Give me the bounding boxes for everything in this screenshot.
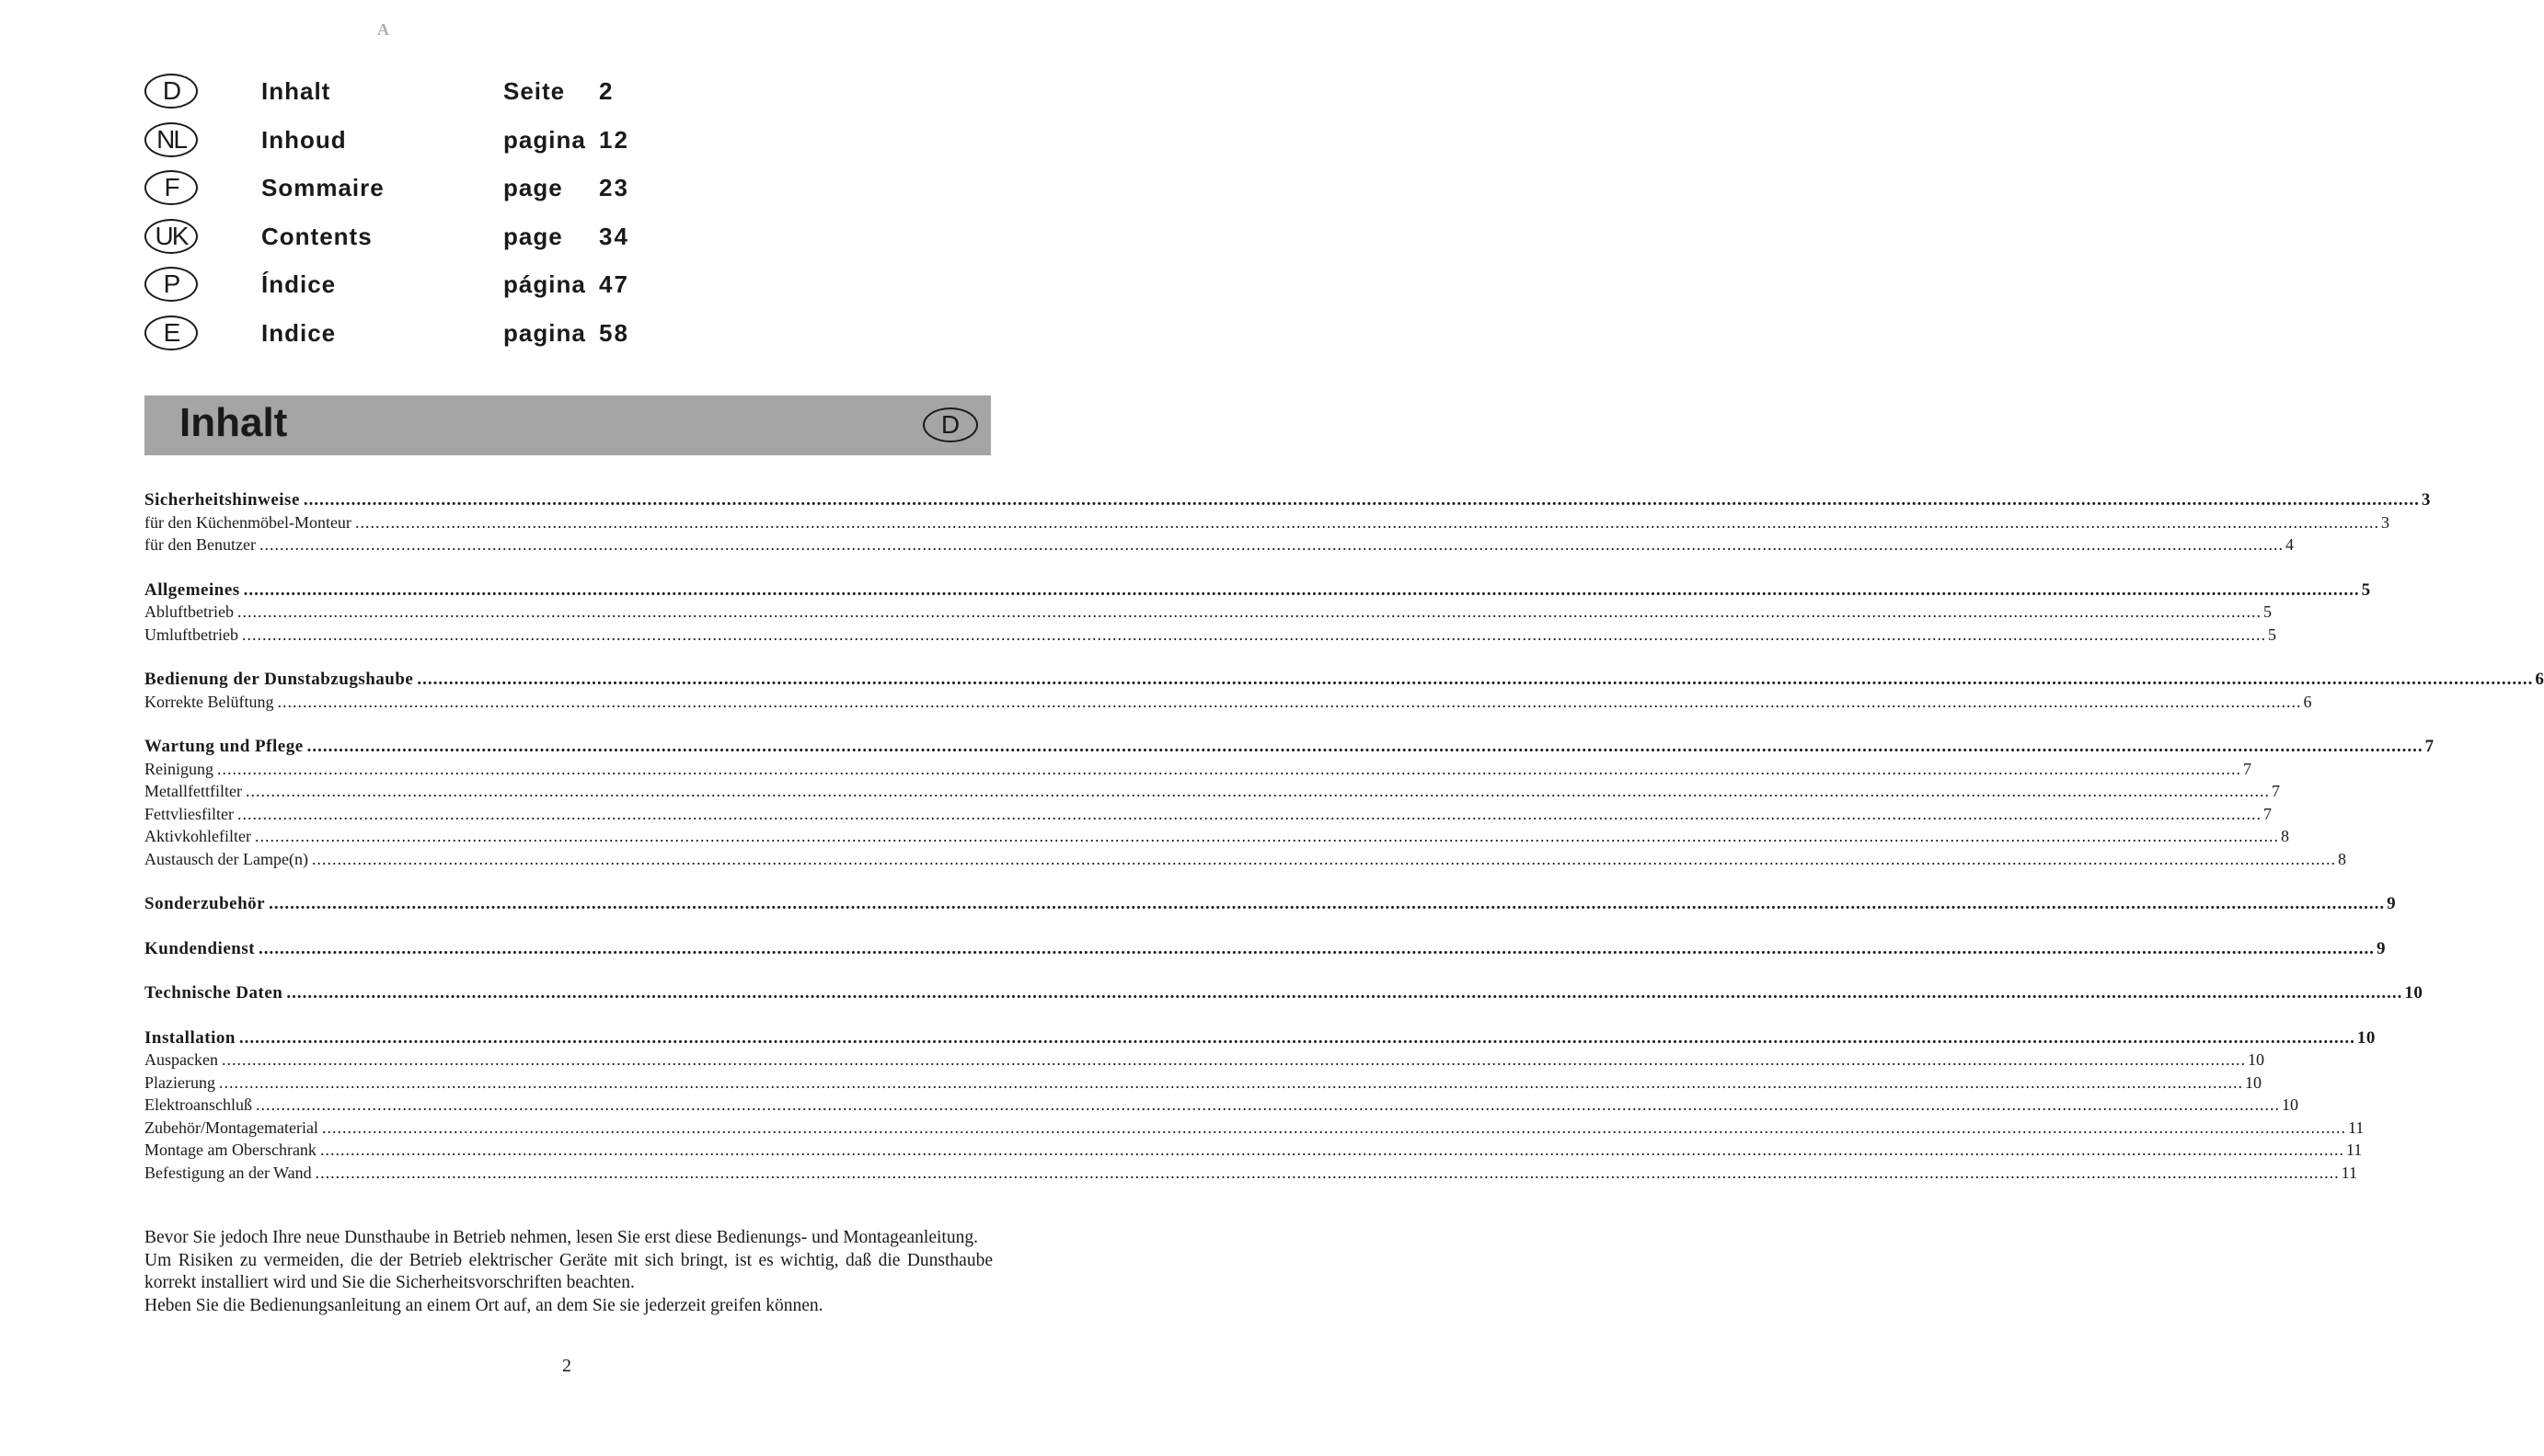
leader-dots: ................................................................................................................................................................................................................................................................................................................................................................................................................	[417, 670, 2534, 689]
language-page-number: 34	[599, 222, 629, 250]
toc-entry-title: Sonderzubehör	[144, 894, 266, 913]
toc-subentry-page: 8	[2280, 827, 2289, 845]
toc-subentry-page: 8	[2337, 849, 2346, 868]
page-number: 2	[562, 1356, 571, 1376]
toc-subentry-page: 11	[2341, 1163, 2358, 1182]
toc-subentry-page: 10	[2244, 1072, 2262, 1092]
leader-dots: ................................................................................................................................................................................................................................................................................................................................................................................................................	[254, 827, 2279, 845]
toc-subentry[interactable]	[144, 692, 2312, 716]
toc-section	[144, 490, 2431, 558]
toc-subentry-title: für den Küchenmöbel-Monteur	[144, 512, 351, 532]
toc-subentry-page: 11	[2345, 1141, 2363, 1159]
language-title: Inhalt	[261, 77, 331, 105]
toc-subentry-page: 7	[2262, 804, 2272, 823]
intro-paragraph: Bevor Sie jedoch Ihre neue Dunsthaube in Betrieb nehmen, lesen Sie erst diese Bedienungs- und Montageanleitung.	[144, 1228, 978, 1247]
toc-subentry[interactable]	[144, 849, 2346, 873]
language-row[interactable]	[144, 219, 789, 268]
leader-dots: ................................................................................................................................................................................................................................................................................................................................................................................................................	[303, 490, 2420, 510]
toc-subentry-page: 10	[2247, 1050, 2264, 1069]
toc-subentry[interactable]	[144, 782, 2280, 805]
toc-subentry-page: 11	[2347, 1118, 2365, 1137]
leader-dots: ................................................................................................................................................................................................................................................................................................................................................................................................................	[255, 1095, 2280, 1114]
toc-subentry-title: Befestigung an der Wand	[144, 1163, 312, 1182]
toc-entry[interactable]	[144, 983, 2423, 1006]
leader-dots: ................................................................................................................................................................................................................................................................................................................................................................................................................	[306, 737, 2423, 756]
leader-dots: ................................................................................................................................................................................................................................................................................................................................................................................................................	[286, 983, 2403, 1003]
language-row[interactable]	[144, 74, 789, 122]
toc-subentry-title: Zubehör/Montagematerial	[144, 1118, 318, 1137]
language-page-number: 58	[599, 318, 629, 347]
toc-subentry-title: Abluftbetrieb	[144, 602, 234, 621]
toc-subentry-title: Umluftbetrieb	[144, 625, 238, 644]
toc-entry[interactable]	[144, 737, 2435, 760]
toc-section	[144, 894, 2397, 917]
language-title: Índice	[261, 270, 337, 299]
language-page-number: 47	[599, 270, 629, 299]
language-row[interactable]	[144, 170, 789, 219]
toc-subentry[interactable]	[144, 1095, 2298, 1118]
leader-dots: ................................................................................................................................................................................................................................................................................................................................................................................................................	[238, 1027, 2355, 1048]
language-code-badge: E	[144, 315, 198, 350]
toc-section	[144, 579, 2371, 648]
toc-subentry[interactable]	[144, 1163, 2358, 1187]
leader-dots: ................................................................................................................................................................................................................................................................................................................................................................................................................	[236, 602, 2262, 621]
toc-section	[144, 737, 2435, 872]
leader-dots: ................................................................................................................................................................................................................................................................................................................................................................................................................	[311, 849, 2336, 868]
toc-subentry-page: 5	[2267, 625, 2276, 644]
toc-section	[144, 670, 2544, 715]
toc-entry[interactable]	[144, 490, 2431, 513]
toc-subentry-title: Fettvliesfilter	[144, 804, 234, 823]
language-row[interactable]	[144, 267, 789, 315]
toc-subentry[interactable]	[144, 827, 2289, 850]
language-page-number: 12	[599, 125, 629, 154]
language-index	[144, 74, 789, 364]
language-title: Contents	[261, 222, 373, 250]
leader-dots: ................................................................................................................................................................................................................................................................................................................................................................................................................	[241, 625, 2266, 644]
toc-subentry[interactable]	[144, 625, 2276, 648]
intro-paragraph: Um Risiken zu vermeiden, die der Betrieb elektrischer Geräte mit sich bringt, ist es wichtig, daß die Dunsthaube korrekt installiert wird und Sie die Sicherheitsvorschriften beachten.	[144, 1250, 993, 1292]
toc-entry-page: 10	[2356, 1027, 2376, 1048]
leader-dots: ................................................................................................................................................................................................................................................................................................................................................................................................................	[218, 1072, 2243, 1092]
toc-subentry[interactable]	[144, 804, 2272, 828]
language-code-badge: P	[144, 267, 198, 302]
toc-entry-title: Kundendienst	[144, 938, 256, 958]
toc-subentry-page: 4	[2285, 535, 2294, 554]
leader-dots: ................................................................................................................................................................................................................................................................................................................................................................................................................	[259, 938, 2376, 958]
language-page-word: Seite	[503, 77, 566, 105]
language-code-badge: F	[144, 170, 198, 205]
toc-subentry-page: 7	[2271, 782, 2280, 800]
toc-entry-title: Installation	[144, 1027, 236, 1048]
leader-dots: ................................................................................................................................................................................................................................................................................................................................................................................................................	[221, 1050, 2246, 1069]
toc-section	[144, 1027, 2376, 1187]
toc-subentry[interactable]	[144, 1072, 2262, 1096]
toc-subentry-title: Austausch der Lampe(n)	[144, 849, 308, 868]
language-code-badge: D	[144, 74, 198, 109]
toc-subentry-page: 7	[2243, 759, 2251, 778]
language-title: Sommaire	[261, 174, 385, 202]
section-title: Inhalt	[179, 400, 288, 445]
leader-dots: ................................................................................................................................................................................................................................................................................................................................................................................................................	[321, 1118, 2346, 1137]
toc-entry-page: 6	[2535, 670, 2544, 689]
toc-subentry[interactable]	[144, 512, 2389, 536]
toc-entry-title: Wartung und Pflege	[144, 737, 304, 756]
language-page-word: pagina	[503, 318, 586, 347]
toc-subentry-title: Reinigung	[144, 759, 213, 778]
toc-entry[interactable]	[144, 1027, 2376, 1051]
toc-subentry-title: Aktivkohlefilter	[144, 827, 251, 845]
toc-subentry-title: Auspacken	[144, 1050, 218, 1069]
toc-subentry[interactable]	[144, 759, 2251, 783]
toc-subentry-title: Plazierung	[144, 1072, 215, 1092]
toc-entry-title: Technische Daten	[144, 983, 283, 1003]
toc-subentry-title: Metallfettfilter	[144, 782, 242, 800]
leader-dots: ................................................................................................................................................................................................................................................................................................................................................................................................................	[259, 535, 2284, 554]
language-page-word: page	[503, 222, 563, 250]
toc-entry-title: Sicherheitshinweise	[144, 490, 300, 510]
toc-subentry-title: für den Benutzer	[144, 535, 256, 554]
toc-section	[144, 983, 2423, 1006]
toc-entry-page: 9	[2387, 894, 2397, 913]
toc-section	[144, 938, 2387, 962]
intro-text	[144, 1227, 993, 1317]
language-page-word: página	[503, 270, 586, 299]
toc-subentry-title: Montage am Oberschrank	[144, 1141, 317, 1159]
toc-subentry-page: 10	[2281, 1095, 2298, 1114]
toc-entry-page: 10	[2404, 983, 2423, 1003]
toc-entry-title: Allgemeines	[144, 579, 240, 600]
toc-subentry-title: Elektroanschluß	[144, 1095, 252, 1114]
language-page-word: page	[503, 174, 563, 202]
leader-dots: ................................................................................................................................................................................................................................................................................................................................................................................................................	[236, 804, 2262, 823]
top-mark: A	[377, 20, 389, 39]
leader-dots: ................................................................................................................................................................................................................................................................................................................................................................................................................	[269, 894, 2386, 913]
leader-dots: ................................................................................................................................................................................................................................................................................................................................................................................................................	[245, 782, 2270, 800]
toc-entry-page: 7	[2424, 737, 2435, 756]
language-page-number: 23	[599, 174, 629, 202]
section-banner	[144, 396, 991, 455]
toc-subentry[interactable]	[144, 1141, 2363, 1164]
toc-entry[interactable]	[144, 894, 2397, 917]
toc-subentry-page: 6	[2303, 692, 2312, 711]
leader-dots: ................................................................................................................................................................................................................................................................................................................................................................................................................	[319, 1141, 2344, 1159]
language-page-number: 2	[599, 77, 615, 105]
language-title: Inhoud	[261, 125, 347, 154]
toc-subentry-page: 5	[2262, 602, 2272, 621]
toc-entry[interactable]	[144, 579, 2371, 603]
table-of-contents	[144, 490, 2544, 1208]
toc-subentry[interactable]	[144, 1118, 2365, 1141]
leader-dots: ................................................................................................................................................................................................................................................................................................................................................................................................................	[354, 512, 2379, 532]
language-title: Indice	[261, 318, 337, 347]
toc-subentry[interactable]	[144, 602, 2272, 625]
toc-subentry-page: 3	[2380, 512, 2389, 532]
toc-entry-page: 9	[2377, 938, 2387, 958]
toc-subentry[interactable]	[144, 535, 2294, 558]
intro-paragraph: Heben Sie die Bedienungsanleitung an einem Ort auf, an dem Sie sie jederzeit greifen können.	[144, 1295, 823, 1315]
language-row[interactable]	[144, 315, 789, 364]
leader-dots: ................................................................................................................................................................................................................................................................................................................................................................................................................	[243, 579, 2360, 600]
toc-entry-page: 5	[2361, 579, 2371, 600]
language-code-badge: NL	[144, 122, 198, 157]
leader-dots: ................................................................................................................................................................................................................................................................................................................................................................................................................	[217, 759, 2241, 778]
toc-entry[interactable]	[144, 670, 2544, 693]
toc-entry[interactable]	[144, 938, 2387, 962]
language-row[interactable]	[144, 122, 789, 171]
section-language-badge: D	[923, 407, 978, 442]
toc-entry-title: Bedienung der Dunstabzugshaube	[144, 670, 414, 689]
language-code-badge: UK	[144, 219, 198, 254]
leader-dots: ................................................................................................................................................................................................................................................................................................................................................................................................................	[315, 1163, 2340, 1182]
language-page-word: pagina	[503, 125, 586, 154]
leader-dots: ................................................................................................................................................................................................................................................................................................................................................................................................................	[277, 692, 2302, 711]
toc-subentry[interactable]	[144, 1050, 2264, 1073]
toc-entry-page: 3	[2421, 490, 2431, 510]
toc-subentry-title: Korrekte Belüftung	[144, 692, 274, 711]
